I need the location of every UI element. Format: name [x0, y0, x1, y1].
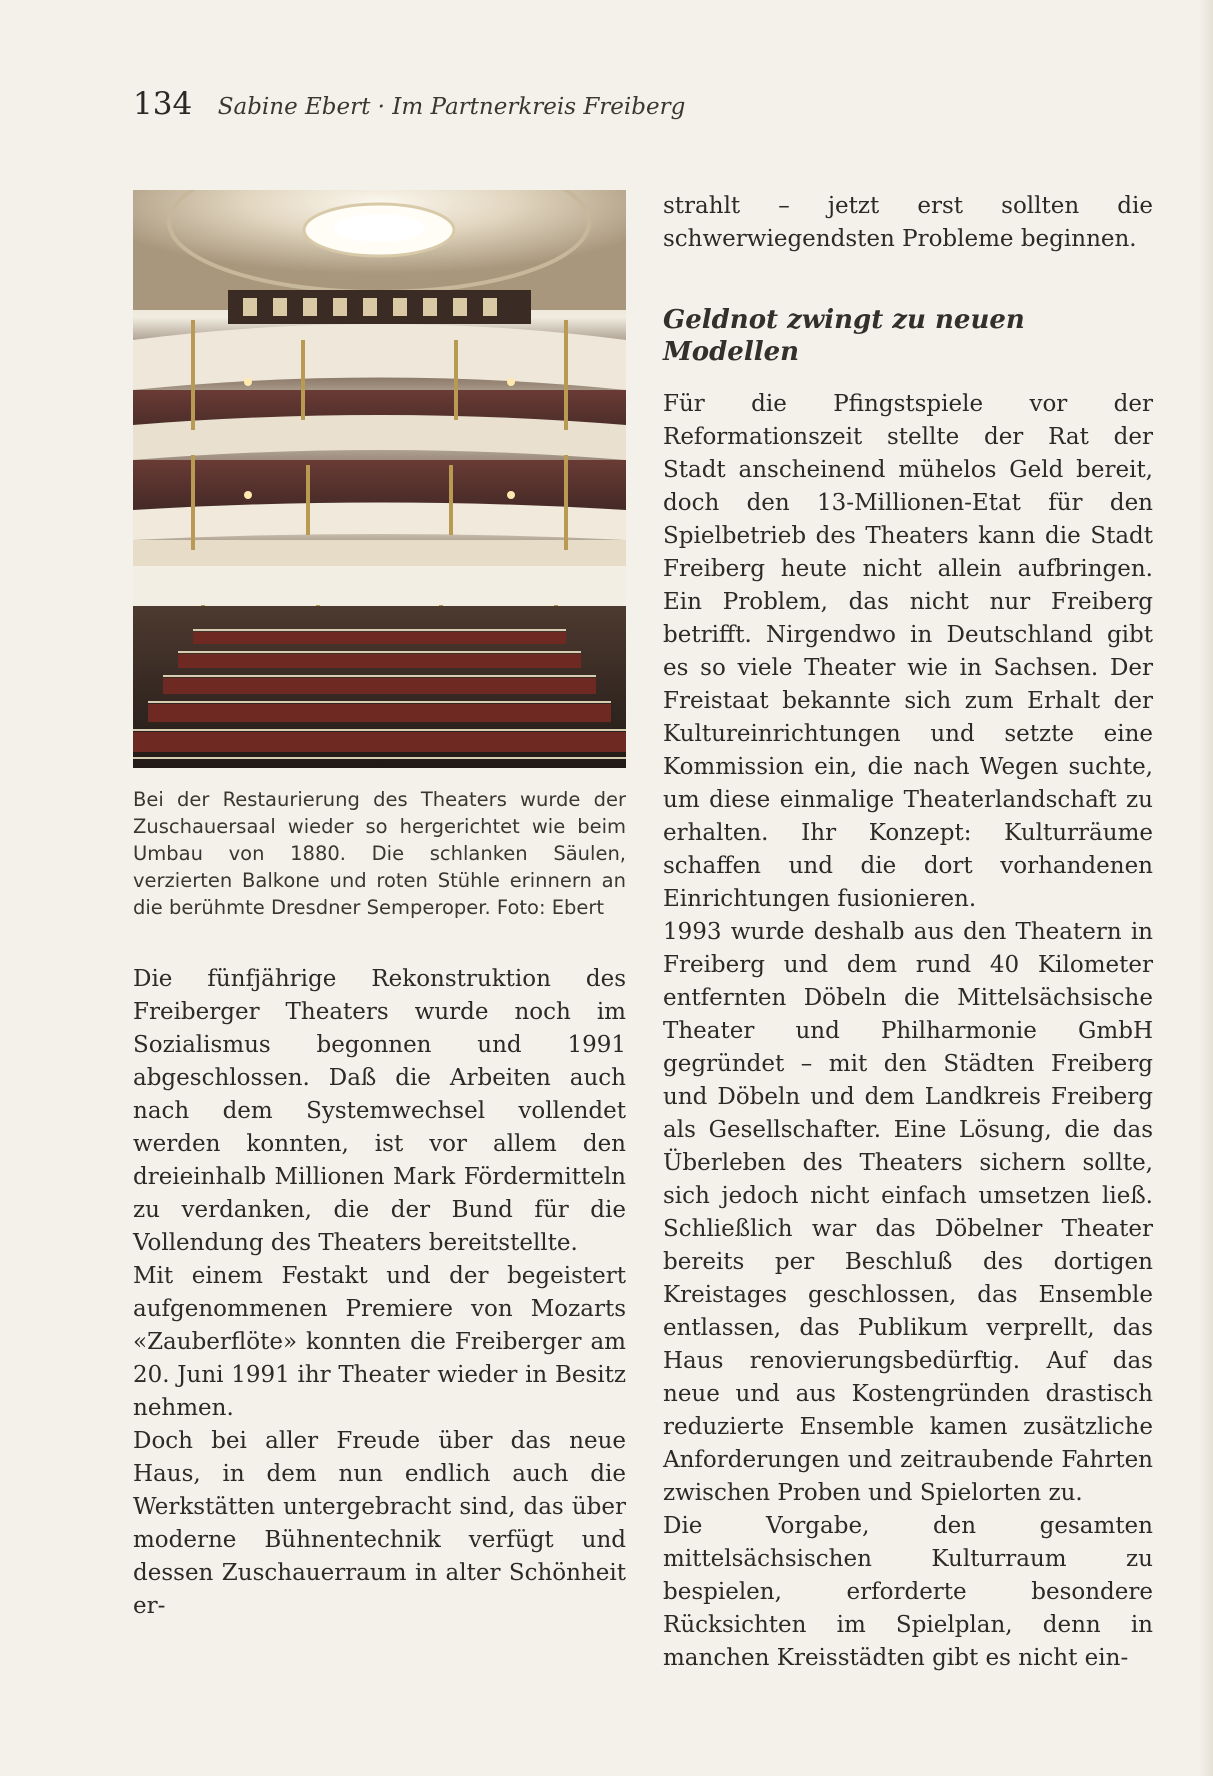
- paragraph: Für die Pfingstspiele vor der Reformationszeit stellte der Rat der Stadt anscheinend mühelos Geld bereit, doch den 13-Millionen-Etat für den Spielbetrieb des Theaters kann die Stadt Freiberg heute nicht allein aufbringen. Ein Problem, das nicht nur Freiberg betrifft. Nirgendwo in Deutschland gibt es so viele Theater wie in Sachsen. Der Freistaat bekannte sich zum Erhalt der Kultureinrichtungen und setzte eine Kommission ein, die nach Wegen suchte, um diese einmalige Theaterlandschaft zu erhalten. Ihr Konzept: Kulturräume schaffen und die dort vorhandenen Einrichtungen fusionieren.: [663, 391, 1153, 912]
- paragraph: 1993 wurde deshalb aus den Theatern in Freiberg und dem rund 40 Kilometer entfernten Döbeln die Mittelsächsische Theater und Philharmonie GmbH gegründet – mit den Städten Freiberg und Döbeln und dem Landkreis Freiberg als Gesellschafter. Eine Lösung, die das Überleben des Theaters sichern sollte, sich jedoch nicht einfach umsetzen ließ. Schließlich war das Döbelner Theater bereits per Beschluß des dortigen Kreistages geschlossen, das Ensemble entlassen, das Publikum verprellt, das Haus renovierungsbedürftig. Auf das neue und aus Kostengründen drastisch reduzierte Ensemble kamen zusätzliche Anforderungen und zeitraubende Fahrten zwischen Proben und Spielorten zu.: [663, 919, 1153, 1506]
- page-edge-shadow: [1199, 0, 1213, 1776]
- photo-credit: Foto: Ebert: [496, 896, 605, 919]
- page-number: 134: [133, 86, 193, 122]
- theater-auditorium-photo: [133, 190, 626, 768]
- paragraph: Doch bei aller Freude über das neue Haus, in dem nun endlich auch die Werkstätten untergebracht sind, das über moderne Bühnentechnik verfügt und dessen Zuschauerraum in alter Schönheit er-: [133, 1428, 626, 1619]
- figure-caption: [133, 786, 626, 921]
- right-column: [663, 190, 1153, 1675]
- paragraph-continuation: strahlt – jetzt erst sollten die schwerwiegendsten Probleme beginnen.: [663, 193, 1153, 252]
- paragraph: Die fünfjährige Rekonstruktion des Freiberger Theaters wurde noch im Sozialismus begonnen und 1991 abgeschlossen. Daß die Arbeiten auch nach dem Systemwechsel vollendet werden konnten, ist vor allem den dreieinhalb Millionen Mark Fördermitteln zu verdanken, die der Bund für die Vollendung des Theaters bereitstellte.: [133, 966, 626, 1256]
- paragraph: Die Vorgabe, den gesamten mittelsächsischen Kulturraum zu bespielen, erforderte besondere Rücksichten im Spielplan, denn in manchen Kreisstädten gibt es nicht ein-: [663, 1513, 1153, 1671]
- auditorium-illustration: [133, 190, 626, 768]
- paragraph: Mit einem Festakt und der begeistert aufgenommenen Premiere von Mozarts «Zauberflöte» konnten die Freiberger am 20. Juni 1991 ihr Theater wieder in Besitz nehmen.: [133, 1263, 626, 1421]
- running-title: Sabine Ebert · Im Partnerkreis Freiberg: [217, 94, 686, 120]
- section-heading: Geldnot zwingt zu neuen Modellen: [663, 305, 1025, 367]
- left-column: [133, 190, 626, 1623]
- running-header: [133, 86, 685, 125]
- caption-text: Bei der Restaurierung des Theaters wurde der Zuschauersaal wieder so hergerichtet wie beim Umbau von 1880. Die schlanken Säulen, verzierten Balkone und roten Stühle erinnern an die berühmte Dresdner Semperoper.: [133, 788, 626, 919]
